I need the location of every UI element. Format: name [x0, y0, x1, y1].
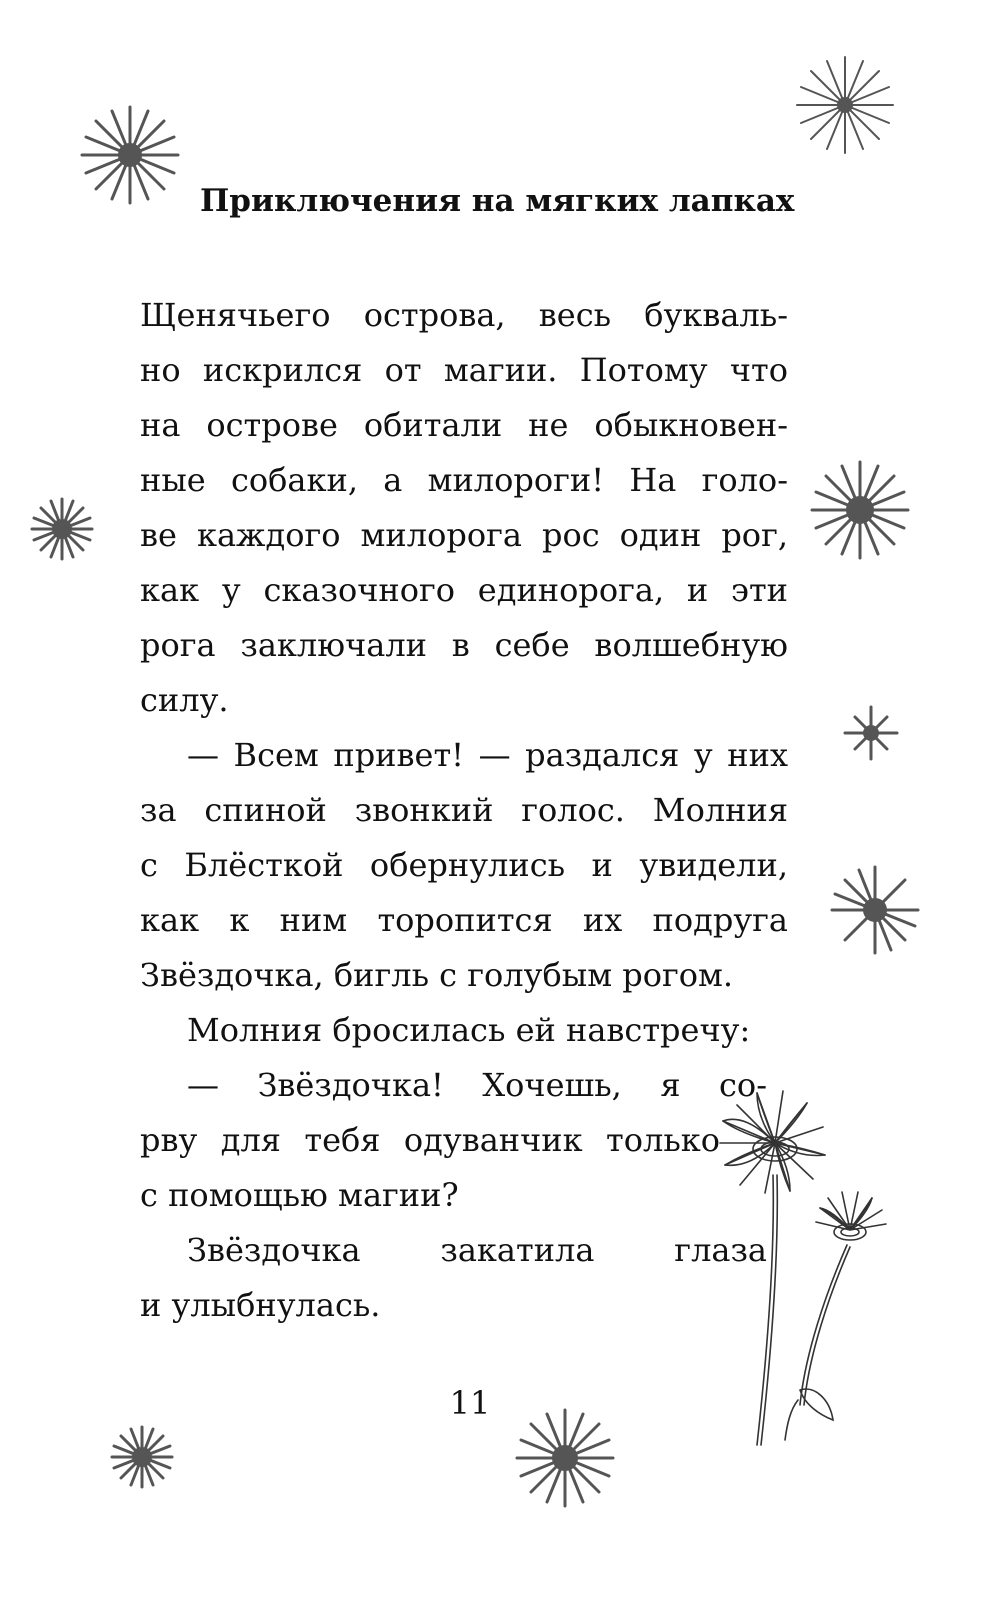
text-line: как к ним торопится их подруга — [140, 901, 788, 939]
starburst-icon — [810, 460, 910, 560]
text-line: и улыбнулась. — [140, 1286, 381, 1324]
starburst-icon — [110, 1425, 174, 1489]
starburst-icon — [30, 497, 94, 561]
text-line: рога заключали в себе волшебную — [140, 626, 788, 664]
running-header-title: Приключения на мягких лапках — [200, 183, 795, 219]
starburst-icon — [843, 705, 899, 761]
starburst-icon — [515, 1408, 615, 1508]
text-line: рву для тебя одуванчик только — [140, 1121, 720, 1159]
starburst-icon — [795, 55, 895, 155]
text-line: Звёздочка закатила глаза — [187, 1231, 767, 1269]
text-line: с помощью магии? — [140, 1176, 459, 1214]
page-number: 11 — [449, 1384, 491, 1422]
text-line: Щенячьего острова, весь букваль- — [140, 296, 788, 334]
starburst-icon — [80, 105, 180, 205]
starburst-icon — [830, 865, 920, 955]
text-line: силу. — [140, 681, 229, 719]
text-line: — Всем привет! — раздался у них — [187, 736, 788, 774]
text-line: на острове обитали не обыкновен- — [140, 406, 788, 444]
text-line: с Блёсткой обернулись и увидели, — [140, 846, 788, 884]
page-body-text — [140, 288, 788, 1333]
text-line: за спиной звонкий голос. Молния — [140, 791, 788, 829]
text-line: — Звёздочка! Хочешь, я со- — [187, 1066, 767, 1104]
text-line: как у сказочного единорога, и эти — [140, 571, 788, 609]
text-line: но искрился от магии. Потому что — [140, 351, 788, 389]
text-line: Звёздочка, бигль с голубым рогом. — [140, 956, 734, 994]
text-line: Молния бросилась ей навстречу: — [187, 1011, 751, 1049]
text-line: ве каждого милорога рос один рог, — [140, 516, 788, 554]
text-line: ные собаки, а милороги! На голо- — [140, 461, 788, 499]
